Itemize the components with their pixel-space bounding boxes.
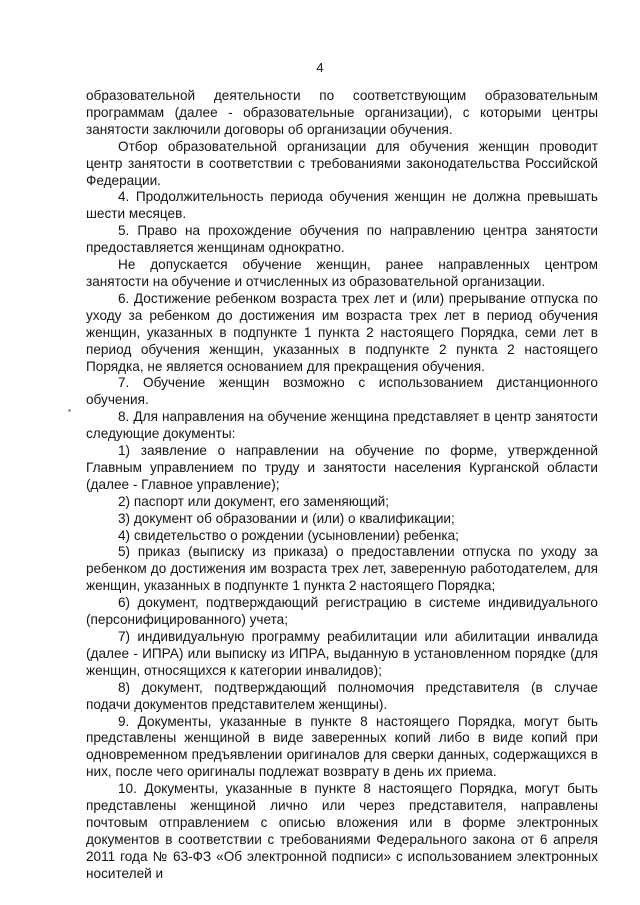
paragraph: 10. Документы, указанные в пункте 8 настоящего Порядка, могут быть представлены женщиной лично или через представителя, направлены почтовым отправлением с описью вложения или в форме электронных документов в соответствии с требованиями Федерального закона от 6 апреля 2011 года № 63-ФЗ «Об электронной подписи» с использованием электронных носителей и	[86, 781, 598, 881]
paragraph: образовательной деятельности по соответствующим образовательным программам (далее - образовательные организации), с которыми центры занятости заключили договоры об организации обучения.	[86, 88, 598, 137]
paragraph: Не допускается обучение женщин, ранее направленных центром занятости на обучение и отчисленных из образовательной организации.	[86, 257, 598, 289]
paragraph: 8. Для направления на обучение женщина представляет в центр занятости следующие документы:	[86, 409, 598, 442]
paragraph: 6) документ, подтверждающий регистрацию в системе индивидуального (персонифицированного) учета;	[86, 595, 598, 628]
paragraph: 6. Достижение ребенком возраста трех лет и (или) прерывание отпуска по уходу за ребенком до достижения им возраста трех лет в период обучения женщин, указанных в подпункте 1 пункта 2 настоящего Порядка, семи лет в период обучения женщин, указанных в подпункте 2 пункта 2 настоящего Порядка, не является основанием для прекращения обучения.	[86, 290, 598, 374]
paragraph: 4) свидетельство о рождении (усыновлении) ребенка;	[118, 527, 459, 543]
paragraph: 2) паспорт или документ, его заменяющий;	[118, 493, 390, 509]
paragraph: 9. Документы, указанные в пункте 8 настоящего Порядка, могут быть представлены женщиной в виде заверенных копий либо в виде копий при одновременном предъявлении оригиналов для сверки данных, содержащихся в них, после чего оригиналы подлежат возврату в день их приема.	[86, 713, 598, 780]
paragraph: Отбор образовательной организации для обучения женщин проводит центр занятости в соответствии с требованиями законодательства Российской Федерации.	[86, 138, 598, 188]
page-number: 4	[316, 60, 324, 75]
paragraph: 4. Продолжительность периода обучения женщин не должна превышать шести месяцев.	[86, 189, 598, 222]
scan-speck	[68, 409, 71, 412]
paragraph: 3) документ об образовании и (или) о квалификации;	[118, 510, 455, 526]
paragraph: 7) индивидуальную программу реабилитации или абилитации инвалида (далее - ИПРА) или выписку из ИПРА, выданную в установленном порядке (для женщин, относящихся к категории инвалидов);	[86, 629, 598, 678]
paragraph: 8) документ, подтверждающий полномочия представителя (в случае подачи документов представителем женщины).	[86, 679, 598, 712]
paragraph: 7. Обучение женщин возможно с использованием дистанционного обучения.	[86, 375, 598, 408]
document-body	[86, 88, 598, 883]
paragraph: 1) заявление о направлении на обучение по форме, утвержденной Главным управлением по труду и занятости населения Курганской области (далее - Главное управление);	[86, 443, 598, 492]
paragraph: 5. Право на прохождение обучения по направлению центра занятости предоставляется женщинам однократно.	[86, 223, 598, 256]
paragraph: 5) приказ (выписку из приказа) о предоставлении отпуска по уходу за ребенком до достижения им возраста трех лет, заверенную работодателем, для женщин, указанных в подпункте 1 пункта 2 настоящего Порядка;	[86, 544, 598, 594]
